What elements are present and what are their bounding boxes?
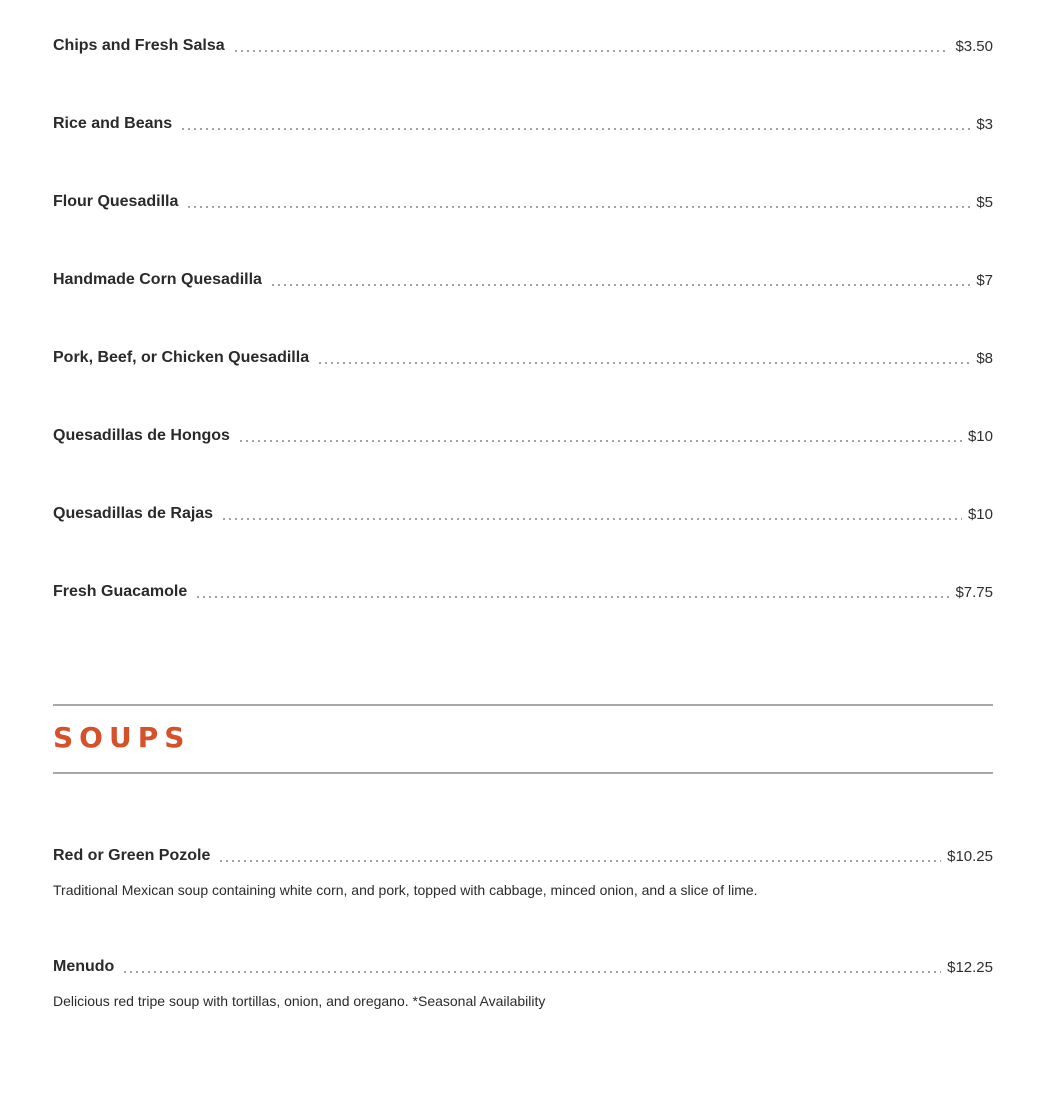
section-divider-bottom — [53, 772, 993, 774]
menu-item-name: Fresh Guacamole — [53, 583, 188, 600]
menu-item-price: $7.75 — [955, 584, 993, 601]
menu-item-name: Rice and Beans — [53, 115, 173, 132]
menu-item — [53, 844, 993, 868]
menu-item — [53, 190, 993, 214]
menu-item-price: $10.25 — [947, 848, 993, 865]
menu-item-price: $5 — [976, 194, 993, 211]
menu-item-price: $8 — [976, 350, 993, 367]
menu-item — [53, 268, 993, 292]
dot-leader — [186, 206, 970, 208]
menu-item — [53, 112, 993, 136]
menu-item-description: Delicious red tripe soup with tortillas, onion, and oregano. *Seasonal Availability — [53, 993, 546, 1009]
section-divider-top — [53, 704, 993, 706]
menu-item-price: $3 — [976, 116, 993, 133]
menu-item-price: $10 — [967, 506, 993, 523]
menu-item-name: Quesadillas de Rajas — [53, 505, 214, 522]
dot-leader — [218, 860, 941, 862]
menu-item-name: Red or Green Pozole — [53, 847, 211, 864]
menu-item — [53, 424, 993, 448]
menu-item — [53, 34, 993, 58]
section-title: SOUPS — [53, 721, 191, 754]
menu-item-name: Pork, Beef, or Chicken Quesadilla — [53, 349, 310, 366]
menu-item — [53, 580, 993, 604]
menu-item-name: Flour Quesadilla — [53, 193, 179, 210]
menu-item-price: $10 — [967, 428, 993, 445]
menu-item — [53, 502, 993, 526]
dot-leader — [221, 518, 962, 520]
menu-item — [53, 955, 993, 979]
dot-leader — [317, 362, 970, 364]
dot-leader — [238, 440, 962, 442]
menu-item — [53, 346, 993, 370]
dot-leader — [180, 128, 970, 130]
dot-leader — [195, 596, 949, 598]
menu-item-price: $7 — [976, 272, 993, 289]
dot-leader — [270, 284, 970, 286]
menu-item-name: Handmade Corn Quesadilla — [53, 271, 262, 288]
dot-leader — [122, 971, 941, 973]
menu-item-price: $12.25 — [947, 959, 993, 976]
menu-item-name: Quesadillas de Hongos — [53, 427, 230, 444]
menu-item-name: Menudo — [53, 958, 115, 975]
menu-item-name: Chips and Fresh Salsa — [53, 37, 225, 54]
menu-item-price: $3.50 — [955, 38, 993, 55]
dot-leader — [233, 50, 950, 52]
menu-item-description: Traditional Mexican soup containing white corn, and pork, topped with cabbage, minced onion, and a slice of lime. — [53, 882, 758, 898]
